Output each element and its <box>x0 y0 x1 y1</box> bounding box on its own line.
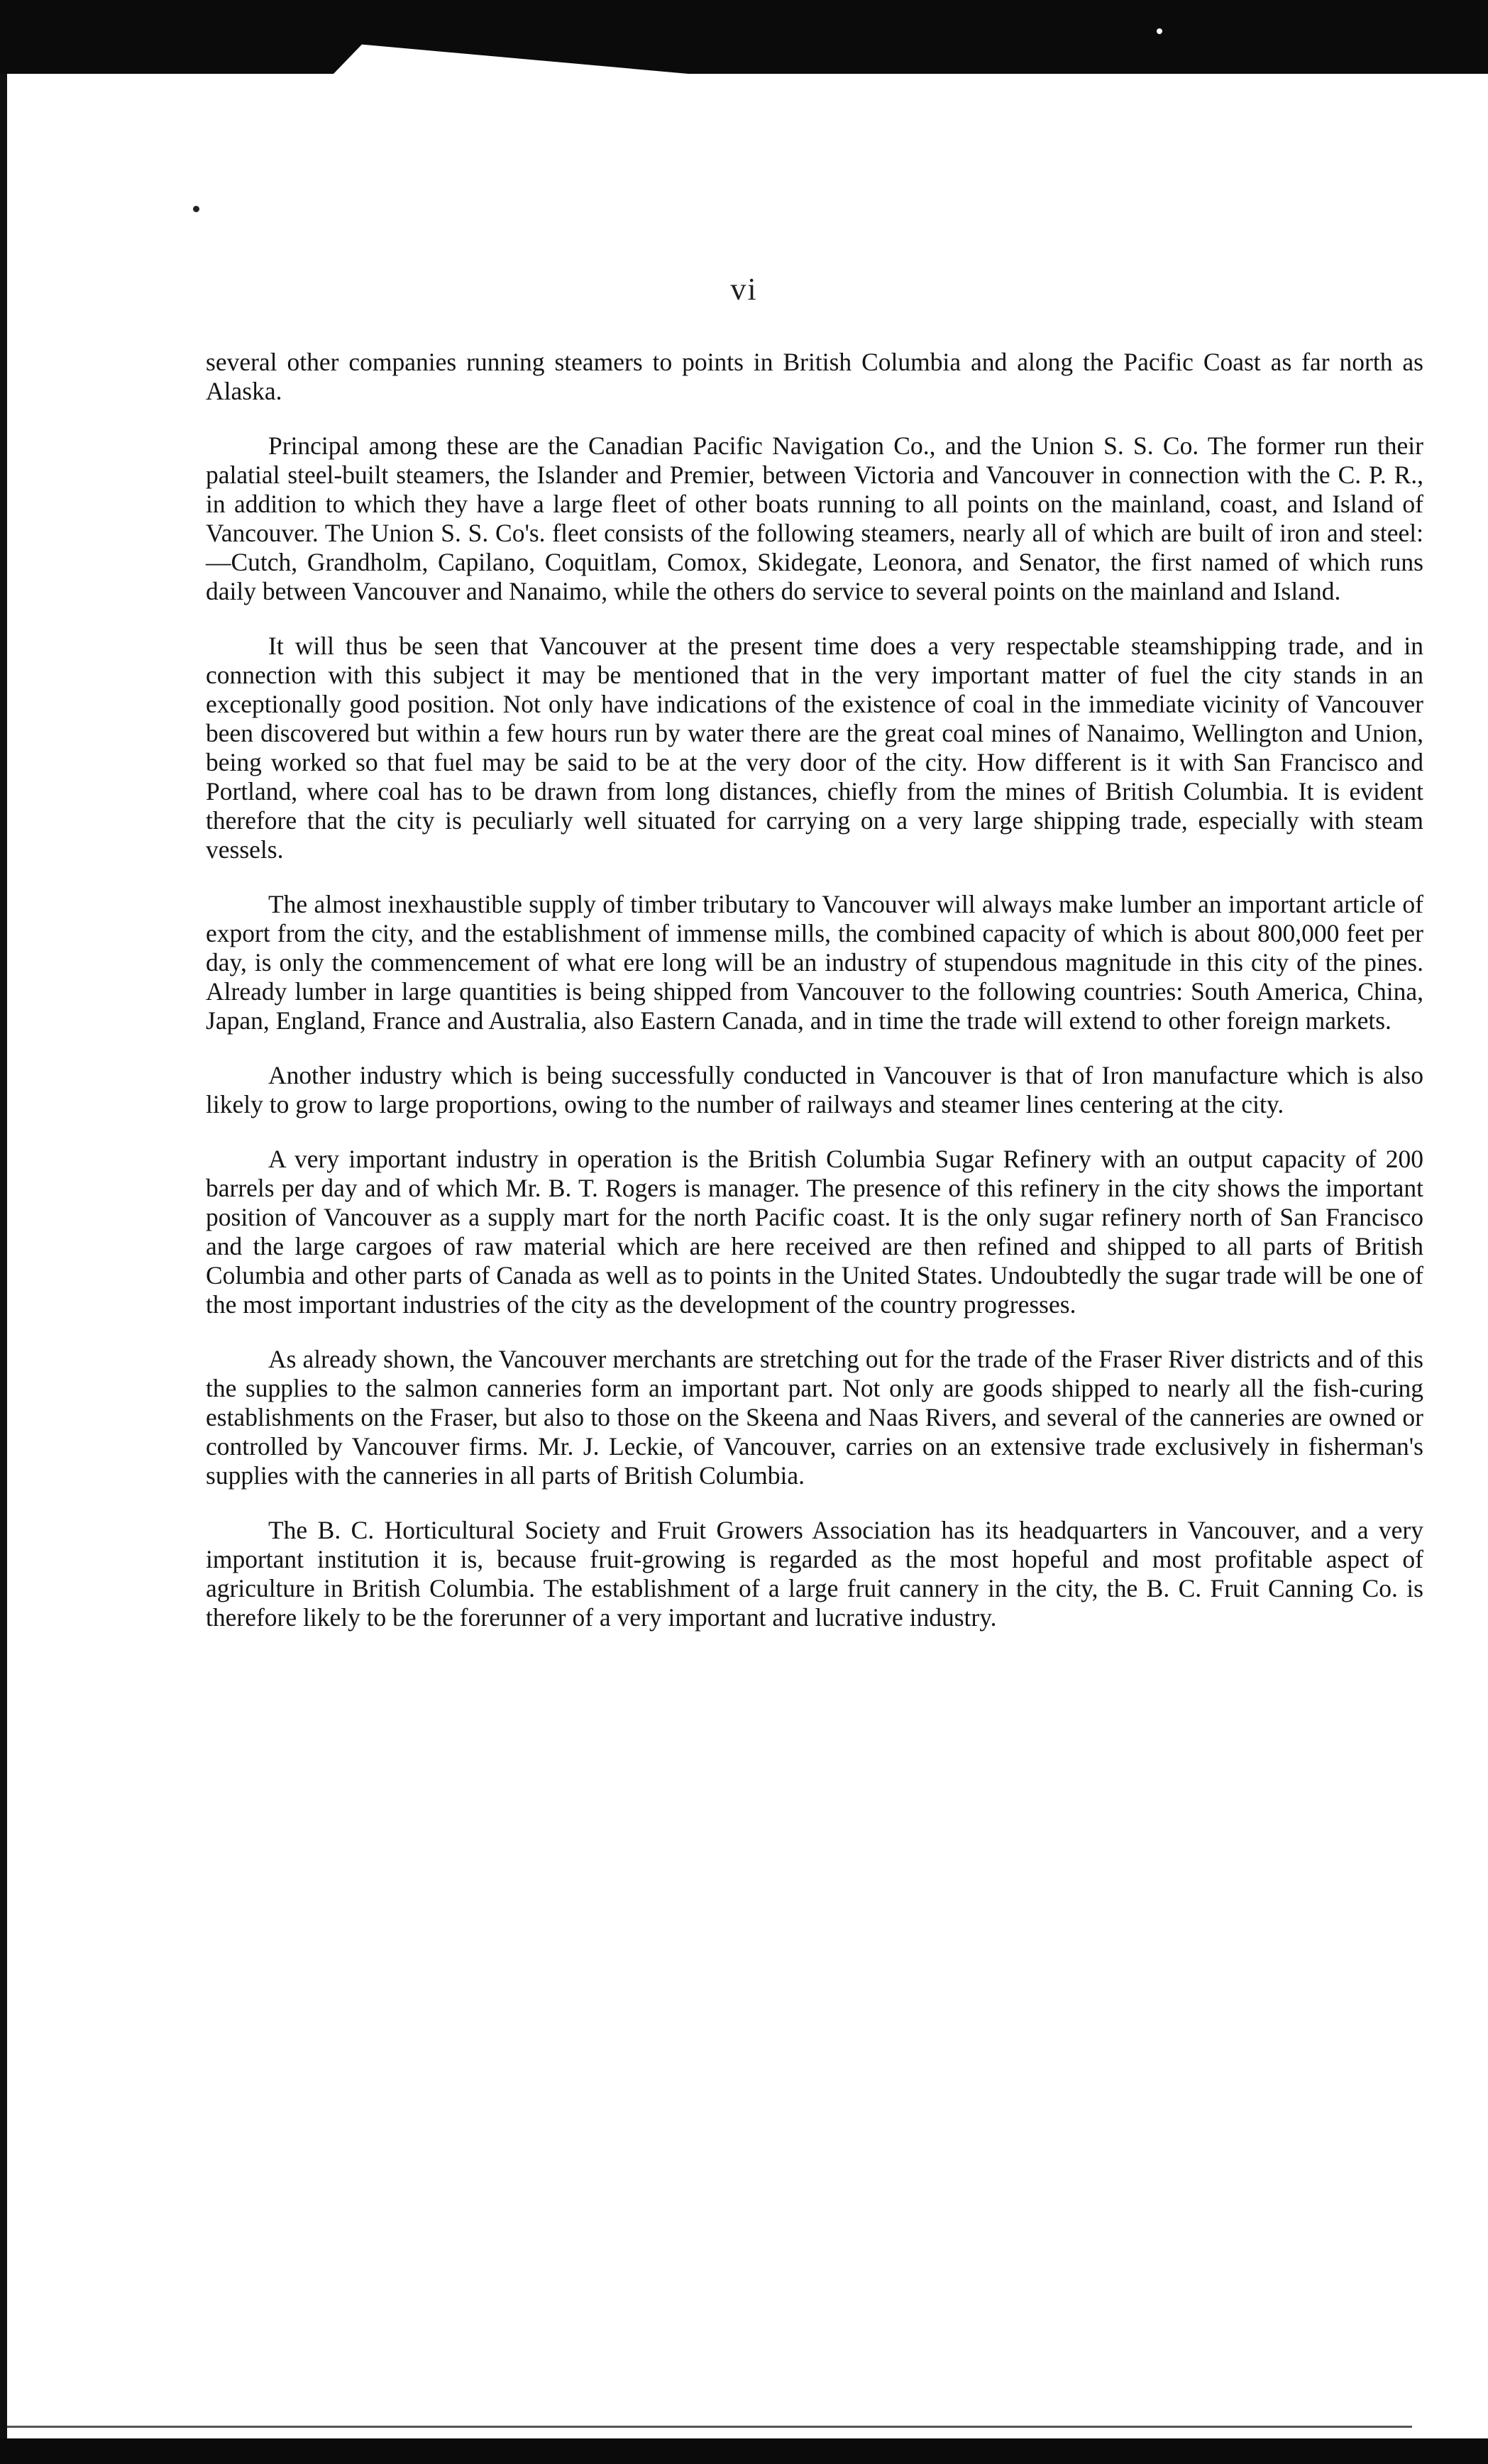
paragraph: A very important industry in operation is the British Columbia Sugar Refinery with an output capacity of 200 barrels per day and of which Mr. B. T. Rogers is manager. The presence of this refinery in the city shows the important position of Vancouver as a supply mart for the north Pacific coast. It is the only sugar refinery north of San Francisco and the large cargoes of raw material which are here received are then refined and shipped to all parts of British Columbia and other parts of Canada as well as to points in the United States. Undoubtedly the sugar trade will be one of the most important industries of the city as the development of the country progresses. <box>206 1145 1423 1319</box>
paragraph: The B. C. Horticultural Society and Fruit Growers Association has its headquarters in Vancouver, and a very important institution it is, because fruit-growing is regarded as the most hopeful and most profitable aspect of agriculture in British Columbia. The establishment of a large fruit cannery in the city, the B. C. Fruit Canning Co. is therefore likely to be the forerunner of a very important and lucrative industry. <box>206 1516 1423 1632</box>
scan-speck <box>193 206 199 212</box>
paragraph: several other companies running steamers to points in British Columbia and along the Pacific Coast as far north as Alaska. <box>206 348 1423 405</box>
paragraph: Another industry which is being successfully conducted in Vancouver is that of Iron manufacture which is also likely to grow to large proportions, owing to the number of railways and steamer lines centering at the city. <box>206 1061 1423 1118</box>
scan-top-notch <box>334 41 688 74</box>
scan-bottom-rule <box>7 2426 1412 2428</box>
scan-left-edge <box>0 74 7 2438</box>
paragraph: The almost inexhaustible supply of timber tributary to Vancouver will always make lumber an important article of export from the city, and the establishment of immense mills, the combined capacity of which is about 800,000 feet per day, is only the commencement of what ere long will be an industry of stupendous magnitude in this city of the pines. Already lumber in large quantities is being shipped from Vancouver to the following countries: South America, China, Japan, England, France and Australia, also Eastern Canada, and in time the trade will extend to other foreign markets. <box>206 890 1423 1035</box>
scan-speck <box>1157 28 1162 34</box>
scan-top-border <box>0 0 1488 74</box>
paragraph: As already shown, the Vancouver merchants are stretching out for the trade of the Fraser River districts and of this the supplies to the salmon canneries form an important part. Not only are goods shipped to nearly all the fish-curing establishments on the Fraser, but also to those on the Skeena and Naas Rivers, and several of the canneries are owned or controlled by Vancouver firms. Mr. J. Leckie, of Vancouver, carries on an extensive trade exclusively in fisherman's supplies with the canneries in all parts of British Columbia. <box>206 1345 1423 1490</box>
paragraph: It will thus be seen that Vancouver at the present time does a very respectable steamshipping trade, and in connection with this subject it may be mentioned that in the very important matter of fuel the city stands in an exceptionally good position. Not only have indications of the existence of coal in the immediate vicinity of Vancouver been discovered but within a few hours run by water there are the great coal mines of Nanaimo, Wellington and Union, being worked so that fuel may be said to be at the very door of the city. How different is it with San Francisco and Portland, where coal has to be drawn from long distances, chiefly from the mines of British Columbia. It is evident therefore that the city is peculiarly well situated for carrying on a very large shipping trade, especially with steam vessels. <box>206 632 1423 864</box>
page-body <box>206 348 1423 1658</box>
scan-bottom-border <box>0 2438 1488 2464</box>
paragraph: Principal among these are the Canadian Pacific Navigation Co., and the Union S. S. Co. The former run their palatial steel-built steamers, the Islander and Premier, between Victoria and Vancouver in connection with the C. P. R., in addition to which they have a large fleet of other boats running to all points on the mainland, coast, and Island of Vancouver. The Union S. S. Co's. fleet consists of the following steamers, nearly all of which are built of iron and steel:—Cutch, Grandholm, Capilano, Coquitlam, Comox, Skidegate, Leonora, and Senator, the first named of which runs daily between Vancouver and Nanaimo, while the others do service to several points on the mainland and Island. <box>206 431 1423 605</box>
page-number: vi <box>730 272 758 307</box>
